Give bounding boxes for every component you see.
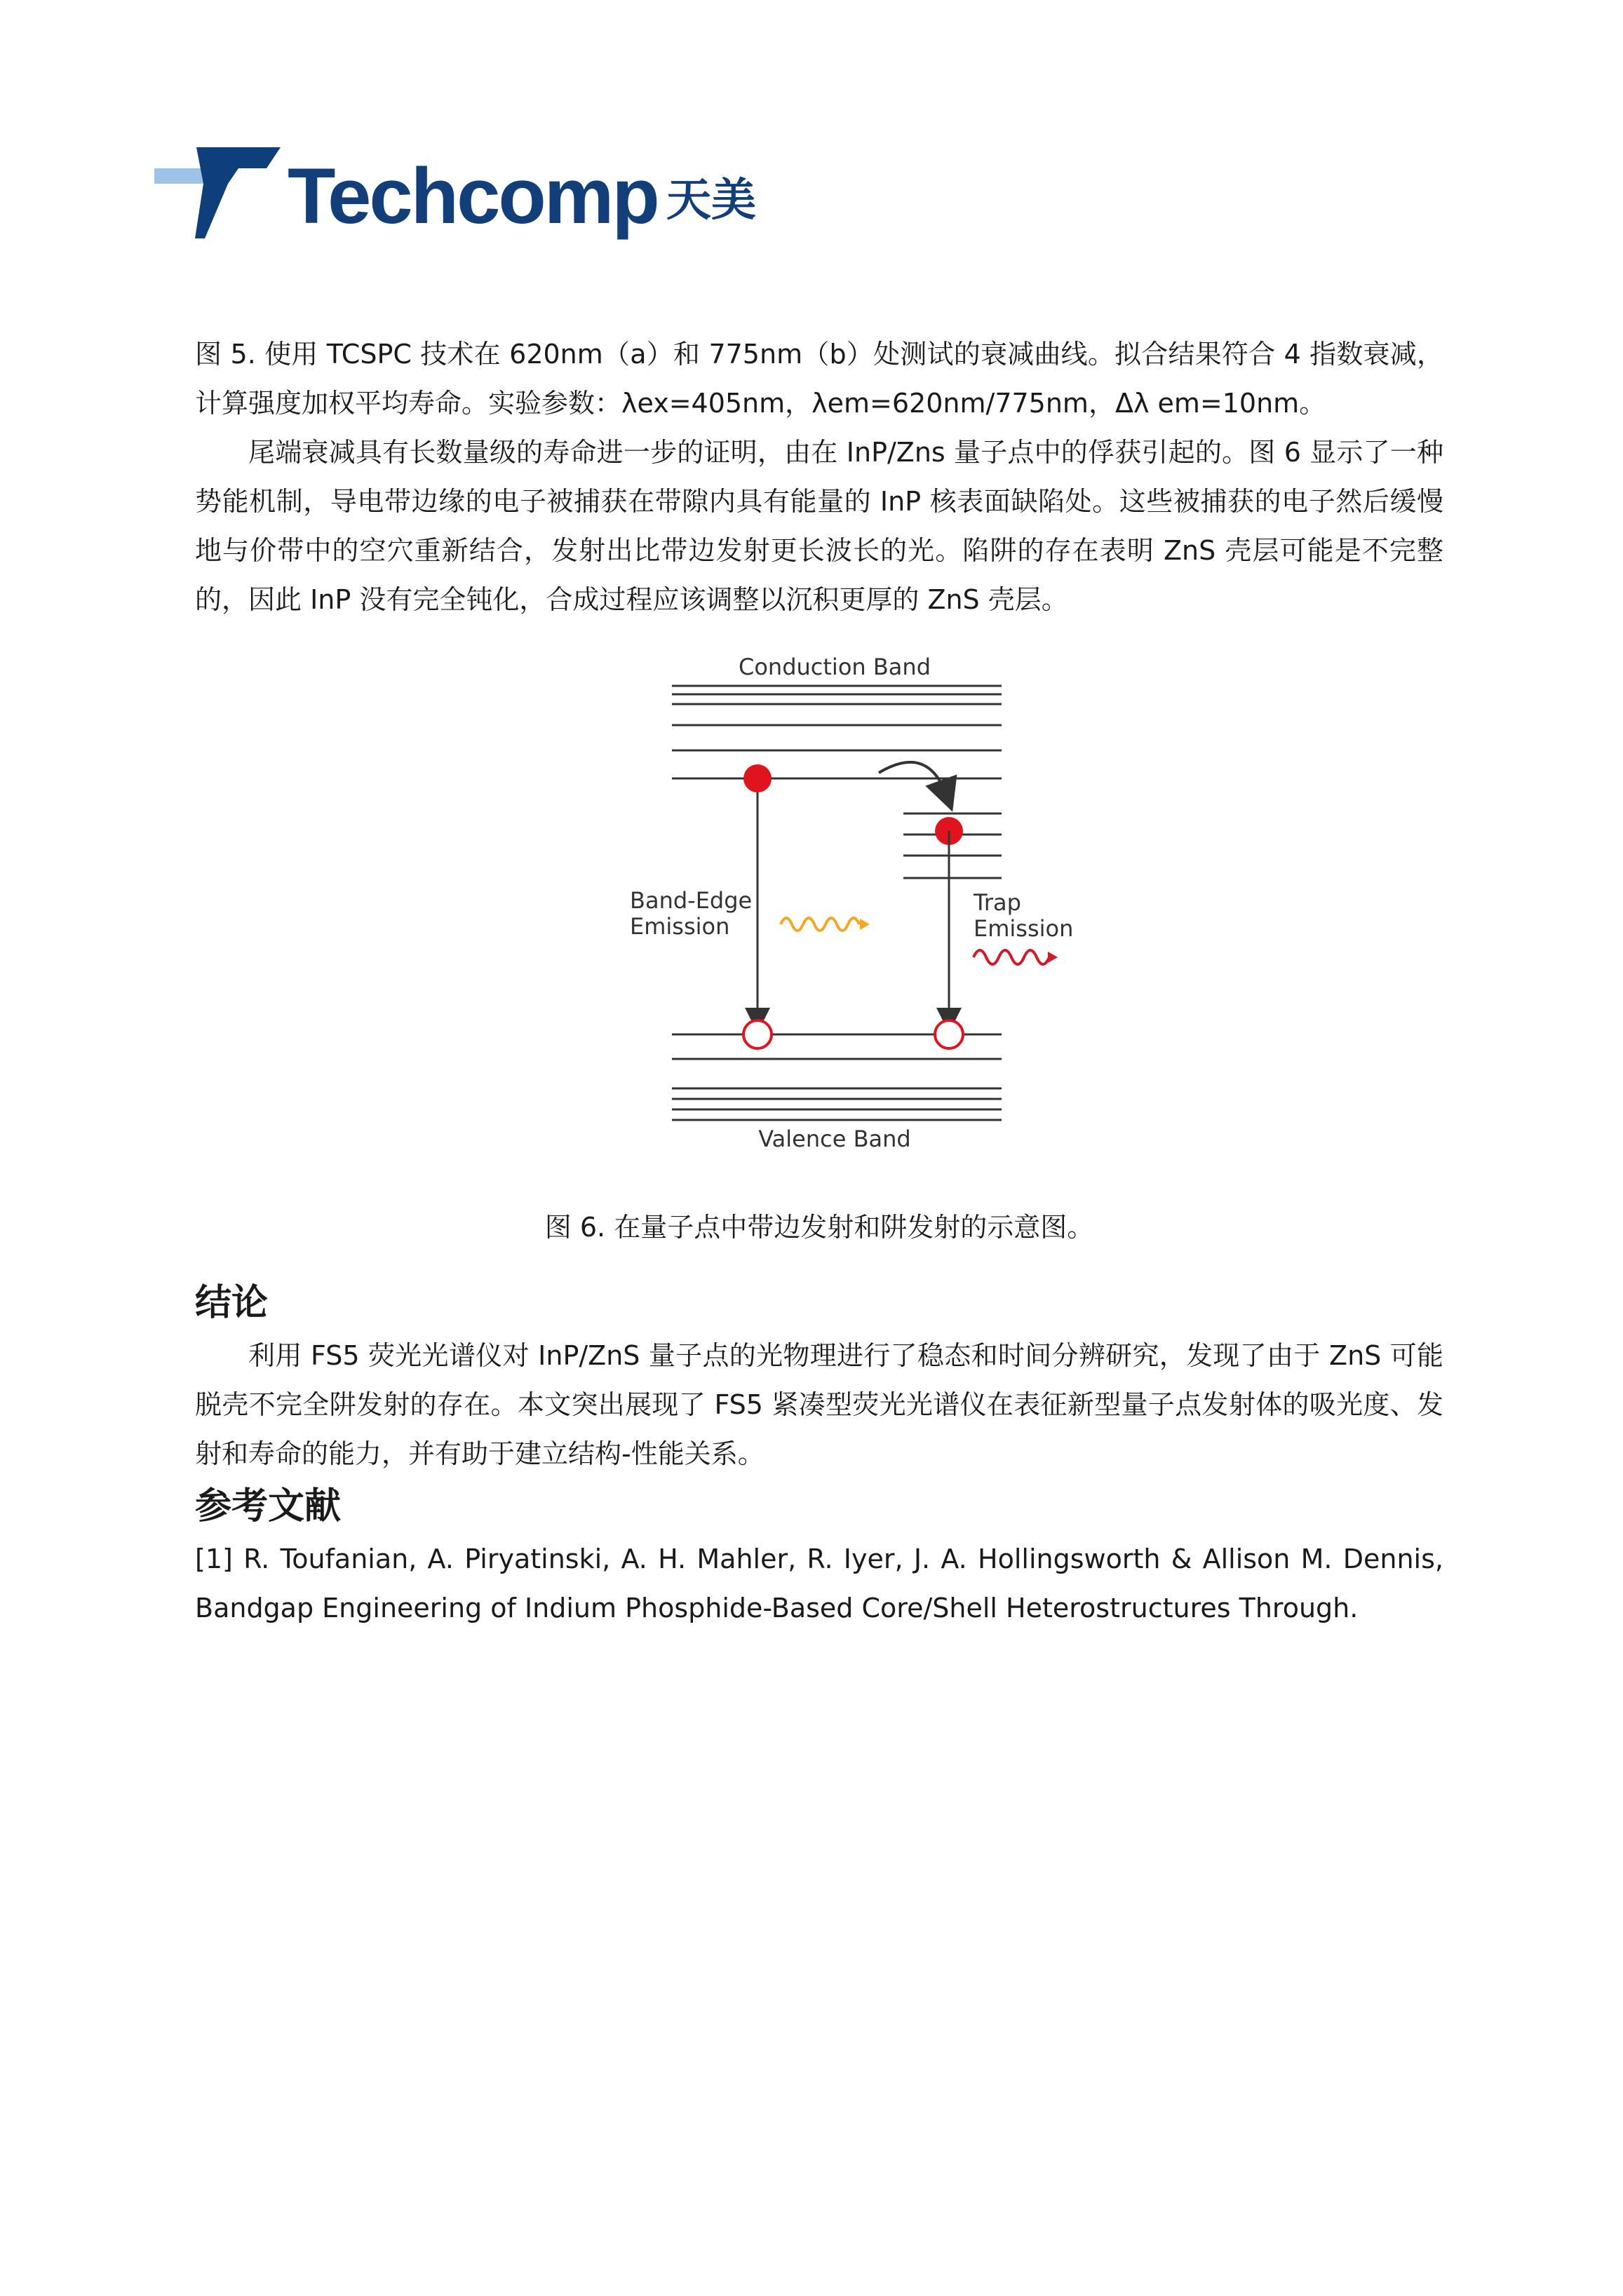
page-content	[195, 330, 1443, 1633]
trap-label-line2: Emission	[974, 915, 1074, 942]
references-heading: 参考文献	[195, 1485, 342, 1527]
band-edge-photon-arrowhead	[860, 919, 870, 930]
logo-chinese-name: 天美	[666, 175, 756, 227]
techcomp-logo	[154, 147, 786, 245]
trap-label-line1: Trap	[974, 889, 1021, 916]
conclusion-heading: 结论	[195, 1282, 269, 1324]
figure-6-caption: 图 6. 在量子点中带边发射和阱发射的示意图。	[544, 1212, 1094, 1243]
trap-photon-arrowhead	[1048, 952, 1058, 963]
reference-item-1: [1] R. Toufanian, A. Piryatinski, A. H. Mahler, R. Iyer, J. A. Hollingsworth & Allison M. Dennis, Bandgap Engineering of Indium Phosphide-Based Core/Shell Heterostructures Through.	[195, 1544, 1443, 1623]
valence-band-label: Valence Band	[758, 1126, 911, 1152]
conclusion-paragraph: 利用 FS5 荧光光谱仪对 InP/ZnS 量子点的光物理进行了稳态和时间分辨研究，发现了由于 ZnS 可能脱壳不完全阱发射的存在。本文突出展现了 FS5 紧凑型荧光光谱仪在表征新型量子点发射体的吸光度、发射和寿命的能力，并有助于建立结构-性能关系。	[195, 1340, 1443, 1469]
trap-photon-wave	[974, 950, 1049, 964]
band-diagram	[609, 652, 1074, 1164]
figure-6	[195, 652, 1443, 1206]
valence-hole-right	[935, 1020, 963, 1048]
techcomp-mark-icon	[154, 147, 288, 245]
body-paragraph-trap: 尾端衰减具有长数量级的寿命进一步的证明，由在 InP/Zns 量子点中的俘获引起的。图 6 显示了一种势能机制，导电带边缘的电子被捕获在带隙内具有能量的 InP 核表面缺陷处。这些被捕获的电子然后缓慢地与价带中的空穴重新结合，发射出比带边发射更长波长的光。陷阱的存在表明 ZnS 壳层可能是不完整的，因此 InP 没有完全钝化，合成过程应该调整以沉积更厚的 ZnS 壳层。	[195, 437, 1443, 615]
band-edge-label-line1: Band-Edge	[630, 887, 753, 914]
band-edge-photon-wave	[781, 918, 859, 931]
valence-hole-left	[743, 1020, 772, 1048]
band-edge-label-line2: Emission	[630, 913, 730, 940]
conduction-electron	[743, 764, 772, 792]
conduction-band-label: Conduction Band	[738, 654, 931, 680]
conduction-band-lines-set	[672, 686, 1002, 778]
logo-wordmark: Techcomp	[288, 152, 658, 240]
figure-5-caption: 图 5. 使用 TCSPC 技术在 620nm（a）和 775nm（b）处测试的衰减曲线。拟合结果符合 4 指数衰减，计算强度加权平均寿命。实验参数：λex=405nm，λem=620nm/775nm，Δλ em=10nm。	[195, 339, 1443, 419]
